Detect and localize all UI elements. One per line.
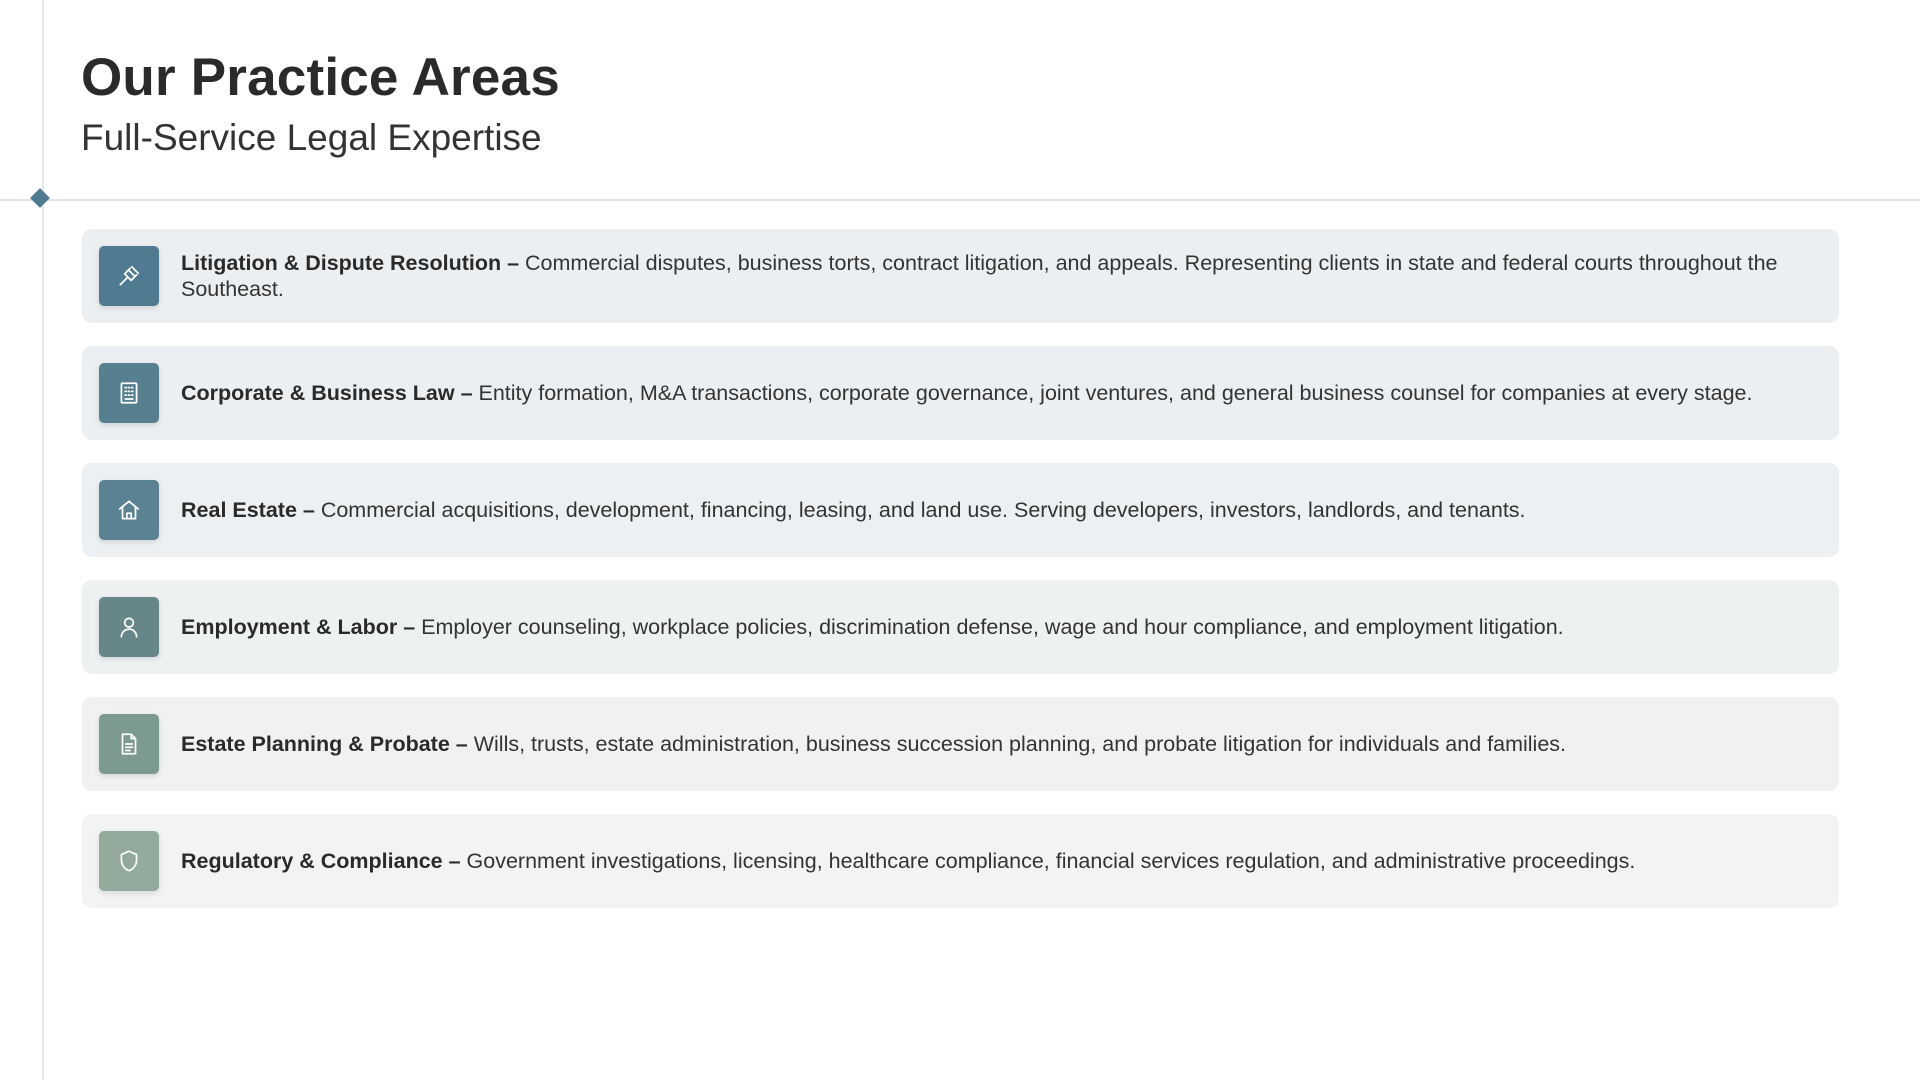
- practice-area-card-employment: [82, 580, 1839, 674]
- practice-area-text: [181, 497, 1779, 523]
- gavel-icon: [99, 246, 159, 306]
- practice-area-name: Estate Planning & Probate: [181, 732, 450, 756]
- practice-area-text: [181, 848, 1779, 874]
- practice-area-card-corporate: [82, 346, 1839, 440]
- page-title: Our Practice Areas: [81, 48, 560, 107]
- practice-area-name: Litigation & Dispute Resolution: [181, 251, 502, 275]
- practice-area-description: Wills, trusts, estate administration, business succession planning, and probate litigation for individuals and families.: [473, 732, 1566, 756]
- practice-area-name: Employment & Labor: [181, 615, 398, 639]
- practice-area-separator: –: [501, 251, 526, 275]
- practice-area-separator: –: [449, 732, 474, 756]
- practice-area-text: [181, 731, 1779, 757]
- practice-area-separator: –: [296, 498, 321, 522]
- shield-icon: [99, 831, 159, 891]
- practice-area-card-estate-planning: [82, 697, 1839, 791]
- practice-area-text: [181, 250, 1779, 302]
- building-icon: [99, 363, 159, 423]
- practice-area-card-real-estate: [82, 463, 1839, 557]
- practice-area-text: [181, 614, 1779, 640]
- practice-area-description: Commercial acquisitions, development, financing, leasing, and land use. Serving developers, investors, landlords, and tenants.: [320, 498, 1526, 522]
- practice-area-separator: –: [442, 849, 467, 873]
- practice-area-separator: –: [397, 615, 422, 639]
- person-icon: [99, 597, 159, 657]
- header-divider: [0, 199, 1920, 201]
- page-subtitle: Full-Service Legal Expertise: [81, 117, 542, 158]
- practice-area-description: Commercial disputes, business torts, contract litigation, and appeals. Representing clients in state and federal courts throughout the Southeast.: [181, 251, 1778, 301]
- practice-area-name: Regulatory & Compliance: [181, 849, 443, 873]
- practice-area-text: [181, 380, 1779, 406]
- divider-diamond-marker: [30, 188, 50, 208]
- practice-area-name: Real Estate: [181, 498, 297, 522]
- practice-area-description: Entity formation, M&A transactions, corporate governance, joint ventures, and general business counsel for companies at every stage.: [478, 381, 1753, 405]
- house-icon: [99, 480, 159, 540]
- timeline-vertical-line: [42, 0, 44, 1080]
- practice-area-description: Employer counseling, workplace policies, discrimination defense, wage and hour compliance, and employment litigation.: [421, 615, 1564, 639]
- practice-area-separator: –: [454, 381, 479, 405]
- practice-areas-list: [82, 229, 1839, 931]
- practice-area-description: Government investigations, licensing, healthcare compliance, financial services regulation, and administrative proceedings.: [466, 849, 1636, 873]
- practice-area-card-regulatory: [82, 814, 1839, 908]
- document-icon: [99, 714, 159, 774]
- practice-area-name: Corporate & Business Law: [181, 381, 455, 405]
- practice-area-card-litigation: [82, 229, 1839, 323]
